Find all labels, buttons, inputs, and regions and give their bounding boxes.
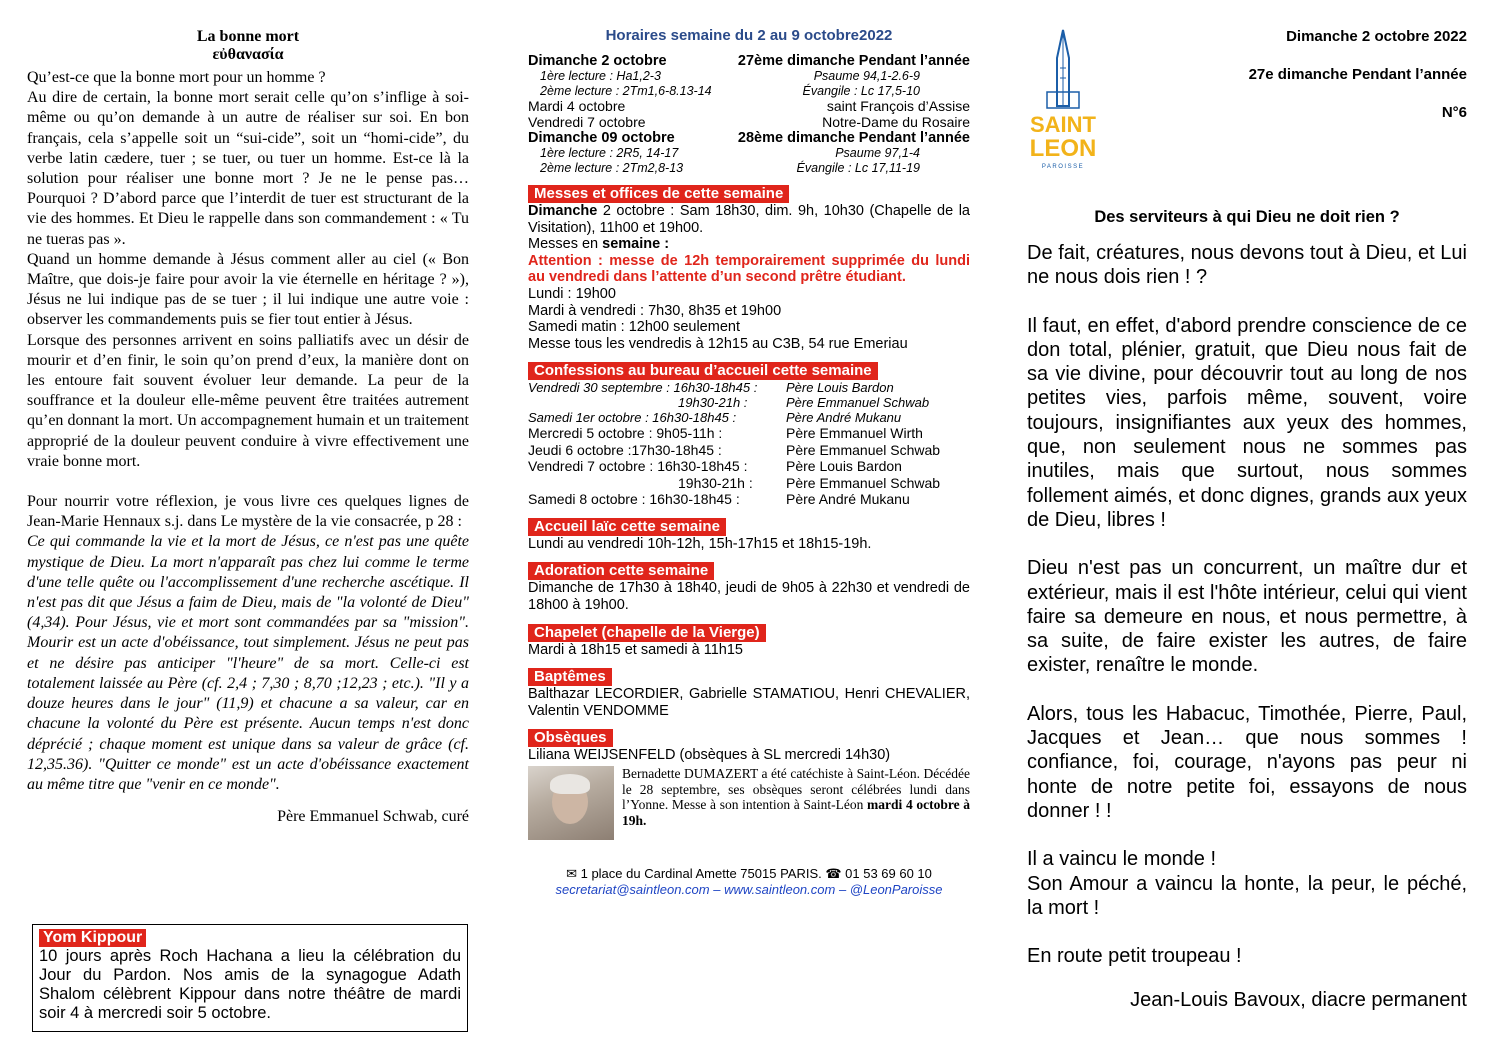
obseques-line: Liliana WEIJSENFELD (obsèques à SL mercredi 14h30) [528,747,891,764]
schedule-column [528,0,970,898]
obituary-mass: mardi 4 octobre à 19h. [622,797,970,828]
obituary-photo [528,766,614,840]
schedule-row [528,161,970,176]
homily-paragraph: Dieu n'est pas un concurrent, un maître dur et extérieur, mais il est l'hôte intérieur, celui qui vient faire sa demeure en nous, et nous permettre, à sa suite, de faire exister les autres, de faire exister, renaître le monde. [1027,557,1467,677]
adoration-title: Adoration cette semaine [528,562,714,580]
editorial-paragraph: Quand un homme demande à Jésus comment aller au ciel (« Bon Maître, que dois-je faire pour avoir la vie éternelle en héritage ? »), Jésus ne lui indique pas de se tuer ; il lui indique une autre voie : observer les commandements puis se fier tout entier à Jésus. [27,250,469,329]
confession-priest: Père André Mukanu [786,410,902,426]
schedule-row-right: 28ème dimanche Pendant l’année [737,130,970,146]
schedule-row-right: Évangile : Lc 17,11-19 [796,160,920,175]
homily-heading: Des serviteurs à qui Dieu ne doit rien ? [1094,208,1400,226]
homily-paragraph: Son Amour a vaincu la honte, la peur, le péché, la mort ! [1027,872,1467,919]
homily-paragraph: En route petit troupeau ! [1027,945,1242,968]
schedule-row-left: 1ère lecture : Ha1,2-3 [540,69,661,83]
schedule-row-left: Vendredi 7 octobre [528,114,646,130]
messes-semaine-label: Messes en [528,236,603,253]
confession-row [528,410,970,425]
messes-title: Messes et offices de cette semaine [528,185,789,203]
confession-priest: Père André Mukanu [786,491,910,508]
confession-priest: Père Louis Bardon [786,380,894,396]
schedule-row-right: Évangile : Lc 17,5-10 [802,83,920,98]
schedule-heading: Horaires semaine du 2 au 9 octobre2022 [605,27,893,44]
chapelet-text: Mardi à 18h15 et samedi à 11h15 [528,641,743,658]
homily-column [1027,0,1467,1012]
footer-links[interactable]: secretariat@saintleon.com – www.saintleon.com – @LeonParoisse [555,882,943,897]
messes-line: Mardi à vendredi : 7h30, 8h35 et 19h00 [528,302,782,319]
confession-row [528,425,970,442]
schedule-row [528,114,970,130]
schedule-row-right: 27ème dimanche Pendant l’année [737,53,970,69]
messes-line: Messe tous les vendredis à 12h15 au C3B, 54 rue Emeriau [528,335,908,352]
confession-when: Jeudi 6 octobre :17h30-18h45 : [528,441,722,458]
confession-when: Vendredi 7 octobre : 16h30-18h45 : [528,458,748,475]
confession-when: Samedi 1er octobre : 16h30-18h45 : [528,410,737,426]
confession-row [528,380,970,395]
confession-row [528,475,970,492]
editorial-quote: Ce qui commande la vie et la mort de Jésus, ce n'est pas une quête mystique de Dieu. La mort n'apparaît pas chez lui comme le terme d'une telle quête ou l'accomplissement d'une recherche ascétique. Il n'est pas dit que Jésus a faim de Dieu, mais de "la volonté de Dieu" (4,34). Pour Jésus, vie et mort sont commandées par sa "mission". Mourir est un acte d'obéissance, tout simplement. Jésus ne peut pas et ne désire pas anticiper "l'heure" de sa mort. Celle-ci est totalement laissée au Père (cf. 2,4 ; 7,30 ; 8,70 ;12,23 ; etc.). "Il y a douze heures dans le jour" (11,9) et chacune a sa valeur, car en chacune la volonté du Père est présente. Aucun temps n'est donc déprécié ; chaque moment est unique dans sa valeur de grâce (cf. 12,35.36). "Quitter ce monde" est un acte d'obéissance exactement au même titre que "venir en ce monde". [27,533,469,793]
adoration-text: Dimanche de 17h30 à 18h40, jeudi de 9h05 à 22h30 et vendredi de 18h00 à 19h00. [528,580,970,614]
messes-dimanche-label: Dimanche [528,203,598,219]
confessions-list [528,380,970,508]
confession-row [528,458,970,475]
confession-priest: Père Emmanuel Schwab [786,395,930,411]
issue-number: N°6 [1441,104,1467,121]
issue-date: Dimanche 2 octobre 2022 [1286,28,1467,45]
obituary-body: Bernadette DUMAZERT a été catéchiste à Saint-Léon. Décédée le 28 septembre, ses obsèques seront célébrées lundi dans l’Yonne. Messe à son intention à Saint-Léon [622,766,970,812]
messes-line: Lundi : 19h00 [528,285,616,302]
confession-row [528,442,970,459]
footer-address: ✉ 1 place du Cardinal Amette 75015 PARIS. ☎ 01 53 69 60 10 [566,866,932,881]
schedule-row [528,84,970,99]
logo-word-paroisse: PAROISSE [1041,164,1085,170]
schedule-row [528,53,970,69]
schedule-row-left: 2ème lecture : 2Tm1,6-8.13-14 [540,83,712,98]
parish-footer [528,866,970,898]
logo-word-saint: SAINT [1030,112,1096,137]
schedule-row-right: Psaume 94,1-2.6-9 [813,69,920,83]
schedule-row [528,98,970,114]
schedule-row-right: Psaume 97,1-4 [835,146,920,160]
confession-priest: Père Emmanuel Wirth [786,425,923,442]
confession-when: Vendredi 30 septembre : 16h30-18h45 : [528,380,758,396]
schedule-row [528,69,970,84]
editorial-paragraph: Pour nourrir votre réflexion, je vous livre ces quelques lignes de Jean-Marie Hennaux s.j. dans Le mystère de la vie consacrée, p 28 : [27,493,469,531]
editorial-signature: Père Emmanuel Schwab, curé [277,808,469,826]
yom-kippour-box [32,924,468,1032]
confession-priest: Père Emmanuel Schwab [786,474,941,491]
schedule-row-right: saint François d’Assise [826,98,970,114]
obituary [528,766,970,840]
schedule-row-left: Mardi 4 octobre [528,98,626,114]
homily-paragraph: Alors, tous les Habacuc, Timothée, Pierre, Paul, Jacques et Jean… que nous sommes ! confiance, foi, courage, n'ayons pas peur ni honte de notre petite foi, essayons de nous donner ! ! [1027,702,1467,822]
confession-when: 19h30-21h : [678,474,753,491]
editorial-title-greek: εὐθανασία [212,46,284,63]
messes-semaine [528,236,970,253]
schedule-row-right: Notre-Dame du Rosaire [822,114,970,130]
yom-kippour-title: Yom Kippour [39,929,146,947]
confession-row [528,491,970,508]
chapelet-title: Chapelet (chapelle de la Vierge) [528,624,766,642]
obituary-text [622,766,970,840]
confession-when: Samedi 8 octobre : 16h30-18h45 : [528,491,740,508]
editorial-column [27,0,469,827]
schedule-row-left: 2ème lecture : 2Tm2,8-13 [540,160,684,175]
logo-word-leon: LEON [1029,135,1097,162]
editorial-paragraph: Lorsque des personnes arrivent en soins palliatifs avec un désir de mourir et d’en finir, le soin qu’on prend d’eux, la manière dont on les entoure fait souvent évoluer leur demande. La peur de la souffrance et la douleur elle-même peuvent être traitées autrement qu’en donnant la mort. Un accompagnement humain et un traitement approprié de la douleur peuvent conduire à vivre effectivement une vraie bonne mort. [27,331,469,470]
accueil-title: Accueil laïc cette semaine [528,518,726,536]
homily-paragraph: Il faut, en effet, d'abord prendre conscience de ce don total, plénier, gratuit, que Dieu nous fait de sa vie divine, pour découvrir tout au long de nos petites vies, parfois même, souvent, voire toujours, insignifiantes aux yeux des hommes, que, non seulement nous ne sommes pas inutiles, mais que surtout, nous sommes follement aimés, et donc dignes, grands aux yeux de Dieu, libres ! [1027,314,1467,531]
confession-row [528,395,970,410]
messes-line: Samedi matin : 12h00 seulement [528,319,740,336]
issue-sunday: 27e dimanche Pendant l’année [1248,66,1467,83]
attention-notice: Attention : messe de 12h temporairement supprimée du lundi au vendredi dans l’attente d’un second prêtre étudiant. [528,252,970,286]
confession-when: Mercredi 5 octobre : 9h05-11h : [528,425,723,442]
liturgy-schedule [528,53,970,175]
homily-paragraph: De fait, créatures, nous devons tout à Dieu, et Lui ne nous dois rien ! ? [1027,242,1467,289]
obseques-title: Obsèques [528,729,613,747]
schedule-row-left: 1ère lecture : 2R5, 14-17 [540,146,679,160]
editorial-paragraph: Au dire de certain, la bonne mort serait celle qu’on s’inflige à soi-même ou qu’on demande à un autre de réaliser sur soi. En bon français, cela s’appelle soit un “sui-cide”, soit un “homi-cide”, du verbe latin cædere, tuer ; se tuer, ou tuer un homme. Est-ce là la solution pour réaliser une bonne mort ? Je ne le pense pas… Pourquoi ? D’abord parce que l’interdit de tuer est structurant de la vie des hommes. Et Dieu le rappelle dans son commandement : « Tu ne tueras pas ». [27,89,469,248]
editorial-title: La bonne mort [196,28,300,45]
schedule-row-left: Dimanche 2 octobre [528,53,667,69]
messes-semaine-bold: semaine : [602,236,670,253]
accueil-text: Lundi au vendredi 10h-12h, 15h-17h15 et 18h15-19h. [528,535,872,552]
homily-paragraph: Il a vaincu le monde ! [1027,848,1216,871]
yom-kippour-text: 10 jours après Roch Hachana a lieu la célébration du Jour du Pardon. Nos amis de la synagogue Adath Shalom célèbrent Kippour dans notre théâtre de mardi soir 4 à mercredi soir 5 octobre. [39,947,461,1022]
messes-dimanche [528,203,970,236]
baptemes-text: Balthazar LECORDIER, Gabrielle STAMATIOU, Henri CHEVALIER, Valentin VENDOMME [528,686,970,719]
confession-when: 19h30-21h : [678,395,748,411]
baptemes-title: Baptêmes [528,668,612,686]
editorial-paragraph: Qu’est-ce que la bonne mort pour un homme ? [27,69,326,86]
schedule-row [528,130,970,146]
messes-dimanche-text: 2 octobre : Sam 18h30, dim. 9h, 10h30 (Chapelle de la Visitation), 11h00 et 19h00. [528,203,970,236]
confessions-title: Confessions au bureau d’accueil cette semaine [528,362,878,380]
schedule-row [528,146,970,161]
confession-priest: Père Louis Bardon [786,458,902,475]
saint-leon-logo [1027,28,1099,178]
homily-signature: Jean-Louis Bavoux, diacre permanent [1130,989,1467,1012]
confession-priest: Père Emmanuel Schwab [786,441,941,458]
schedule-row-left: Dimanche 09 octobre [528,130,675,146]
